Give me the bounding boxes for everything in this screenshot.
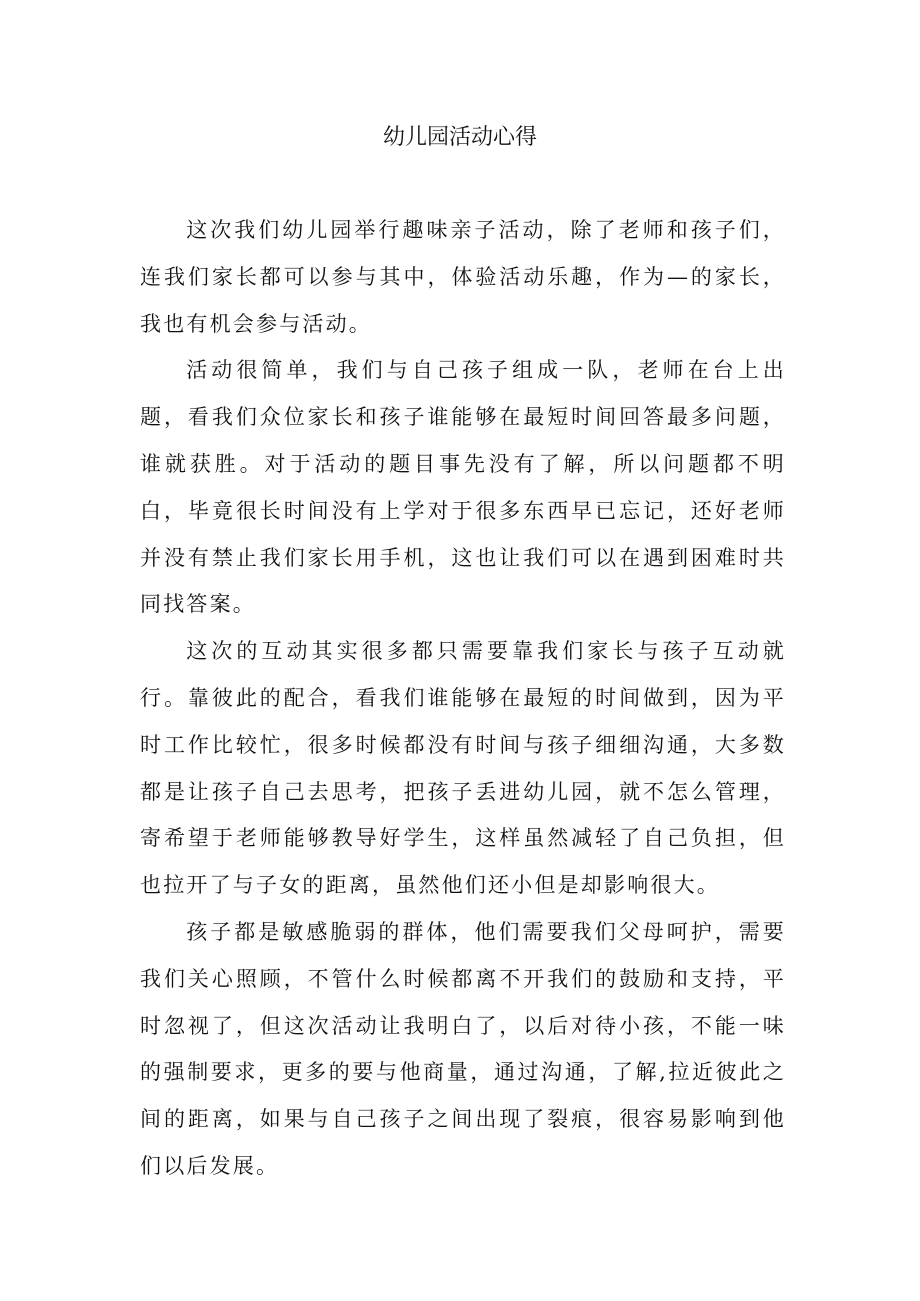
paragraph-2: 活动很简单，我们与自己孩子组成一队，老师在台上出题，看我们众位家长和孩子谁能够在最短时间回答最多问题，谁就获胜。对于活动的题目事先没有了解，所以问题都不明白，毕竟很长时间没有上学对于很多东西早已忘记，还好老师并没有禁止我们家长用手机，这也让我们可以在遇到困难时共同找答案。 [140, 358, 786, 617]
document-body [140, 207, 786, 1190]
paragraph-4: 孩子都是敏感脆弱的群体，他们需要我们父母呵护，需要我们关心照顾，不管什么时候都离不开我们的鼓励和支持，平时忽视了，但这次活动让我明白了，以后对待小孩，不能一味的强制要求，更多的要与他商量，通过沟通，了解,拉近彼此之间的距离，如果与自己孩子之间出现了裂痕，很容易影响到他们以后发展。 [140, 919, 786, 1178]
document-title: 幼儿园活动心得 [382, 125, 537, 150]
paragraph-1: 这次我们幼儿园举行趣味亲子活动，除了老师和孩子们，连我们家长都可以参与其中，体验活动乐趣，作为—的家长，我也有机会参与活动。 [140, 218, 786, 336]
paragraph-3: 这次的互动其实很多都只需要靠我们家长与孩子互动就行。靠彼此的配合，看我们谁能够在最短的时间做到，因为平时工作比较忙，很多时候都没有时间与孩子细细沟通，大多数都是让孩子自己去思考，把孩子丢进幼儿园，就不怎么管理，寄希望于老师能够教导好学生，这样虽然减轻了自己负担，但也拉开了与子女的距离，虽然他们还小但是却影响很大。 [140, 639, 786, 898]
